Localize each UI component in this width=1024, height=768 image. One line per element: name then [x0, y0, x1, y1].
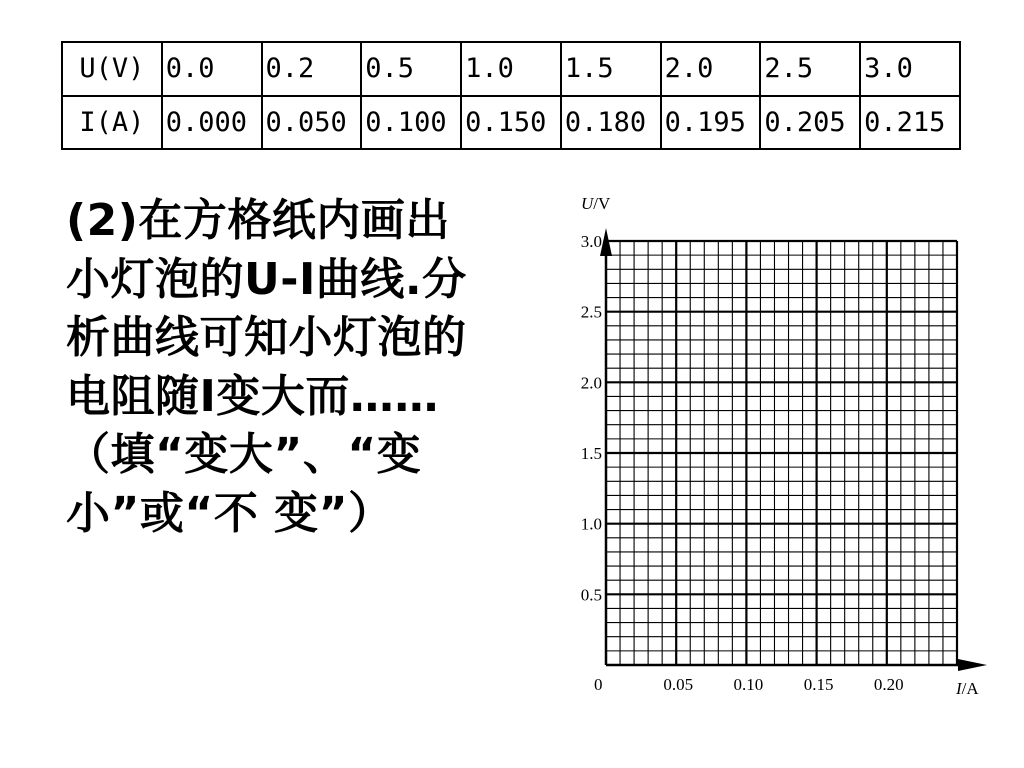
- table-row-voltage: [62, 42, 960, 96]
- y-tick-label: 2.0: [580, 373, 602, 393]
- x-tick-label: 0.20: [873, 675, 904, 694]
- question-text: [66, 192, 536, 543]
- y-tick-label: 2.5: [580, 302, 602, 322]
- table-cell-voltage: 0.2: [262, 42, 362, 96]
- table-header-current: I(A): [62, 96, 162, 150]
- table-cell-current: 0.180: [561, 96, 661, 150]
- table-cell-current: 0.215: [860, 96, 960, 150]
- x-tick-label: 0.10: [733, 675, 764, 694]
- question-line: （填“变大”、“变: [66, 429, 422, 480]
- y-axis-var: U: [581, 194, 594, 213]
- table-cell-voltage: 2.5: [760, 42, 860, 96]
- table-cell-voltage: 0.5: [361, 42, 461, 96]
- table-cell-current: 0.195: [661, 96, 761, 150]
- table-cell-current: 0.100: [361, 96, 461, 150]
- x-tick-label: 0.15: [803, 675, 834, 694]
- table-cell-voltage: 1.0: [461, 42, 561, 96]
- question-line: 析曲线可知小灯泡的: [66, 312, 467, 363]
- table-cell-voltage: 2.0: [661, 42, 761, 96]
- y-tick-label: 3.0: [580, 232, 602, 251]
- question-line: 电阻随I变大而……: [66, 370, 439, 422]
- x-axis-arrow: [958, 659, 987, 671]
- question-line: 小”或“不 变”）: [66, 487, 393, 539]
- grid-layer: [606, 241, 957, 665]
- x-axis-unit: /A: [961, 679, 979, 698]
- y-tick-label: 1.0: [580, 514, 602, 534]
- table-cell-voltage: 1.5: [561, 42, 661, 96]
- question-line: 小灯泡的U-I曲线.分: [66, 253, 467, 305]
- data-table: [61, 41, 961, 150]
- table-row-current: [62, 96, 960, 150]
- x-tick-label: 0.05: [663, 675, 694, 694]
- table-cell-current: 0.150: [461, 96, 561, 150]
- table-cell-current: 0.000: [162, 96, 262, 150]
- x-axis-var: I: [956, 679, 962, 698]
- question-line: (2)在方格纸内画出: [66, 195, 450, 246]
- y-axis-label: [581, 194, 611, 213]
- table-header-voltage: U(V): [62, 42, 162, 96]
- origin-label: 0: [594, 675, 603, 694]
- y-tick-label: 1.5: [580, 444, 602, 463]
- y-tick-label: 0.5: [580, 585, 602, 605]
- table-cell-voltage: 3.0: [860, 42, 960, 96]
- x-axis-label: [955, 679, 979, 698]
- y-axis-unit: /V: [593, 194, 611, 213]
- table-cell-voltage: 0.0: [162, 42, 262, 96]
- table-cell-current: 0.050: [262, 96, 362, 150]
- graph-paper: [555, 160, 1005, 705]
- table-cell-current: 0.205: [760, 96, 860, 150]
